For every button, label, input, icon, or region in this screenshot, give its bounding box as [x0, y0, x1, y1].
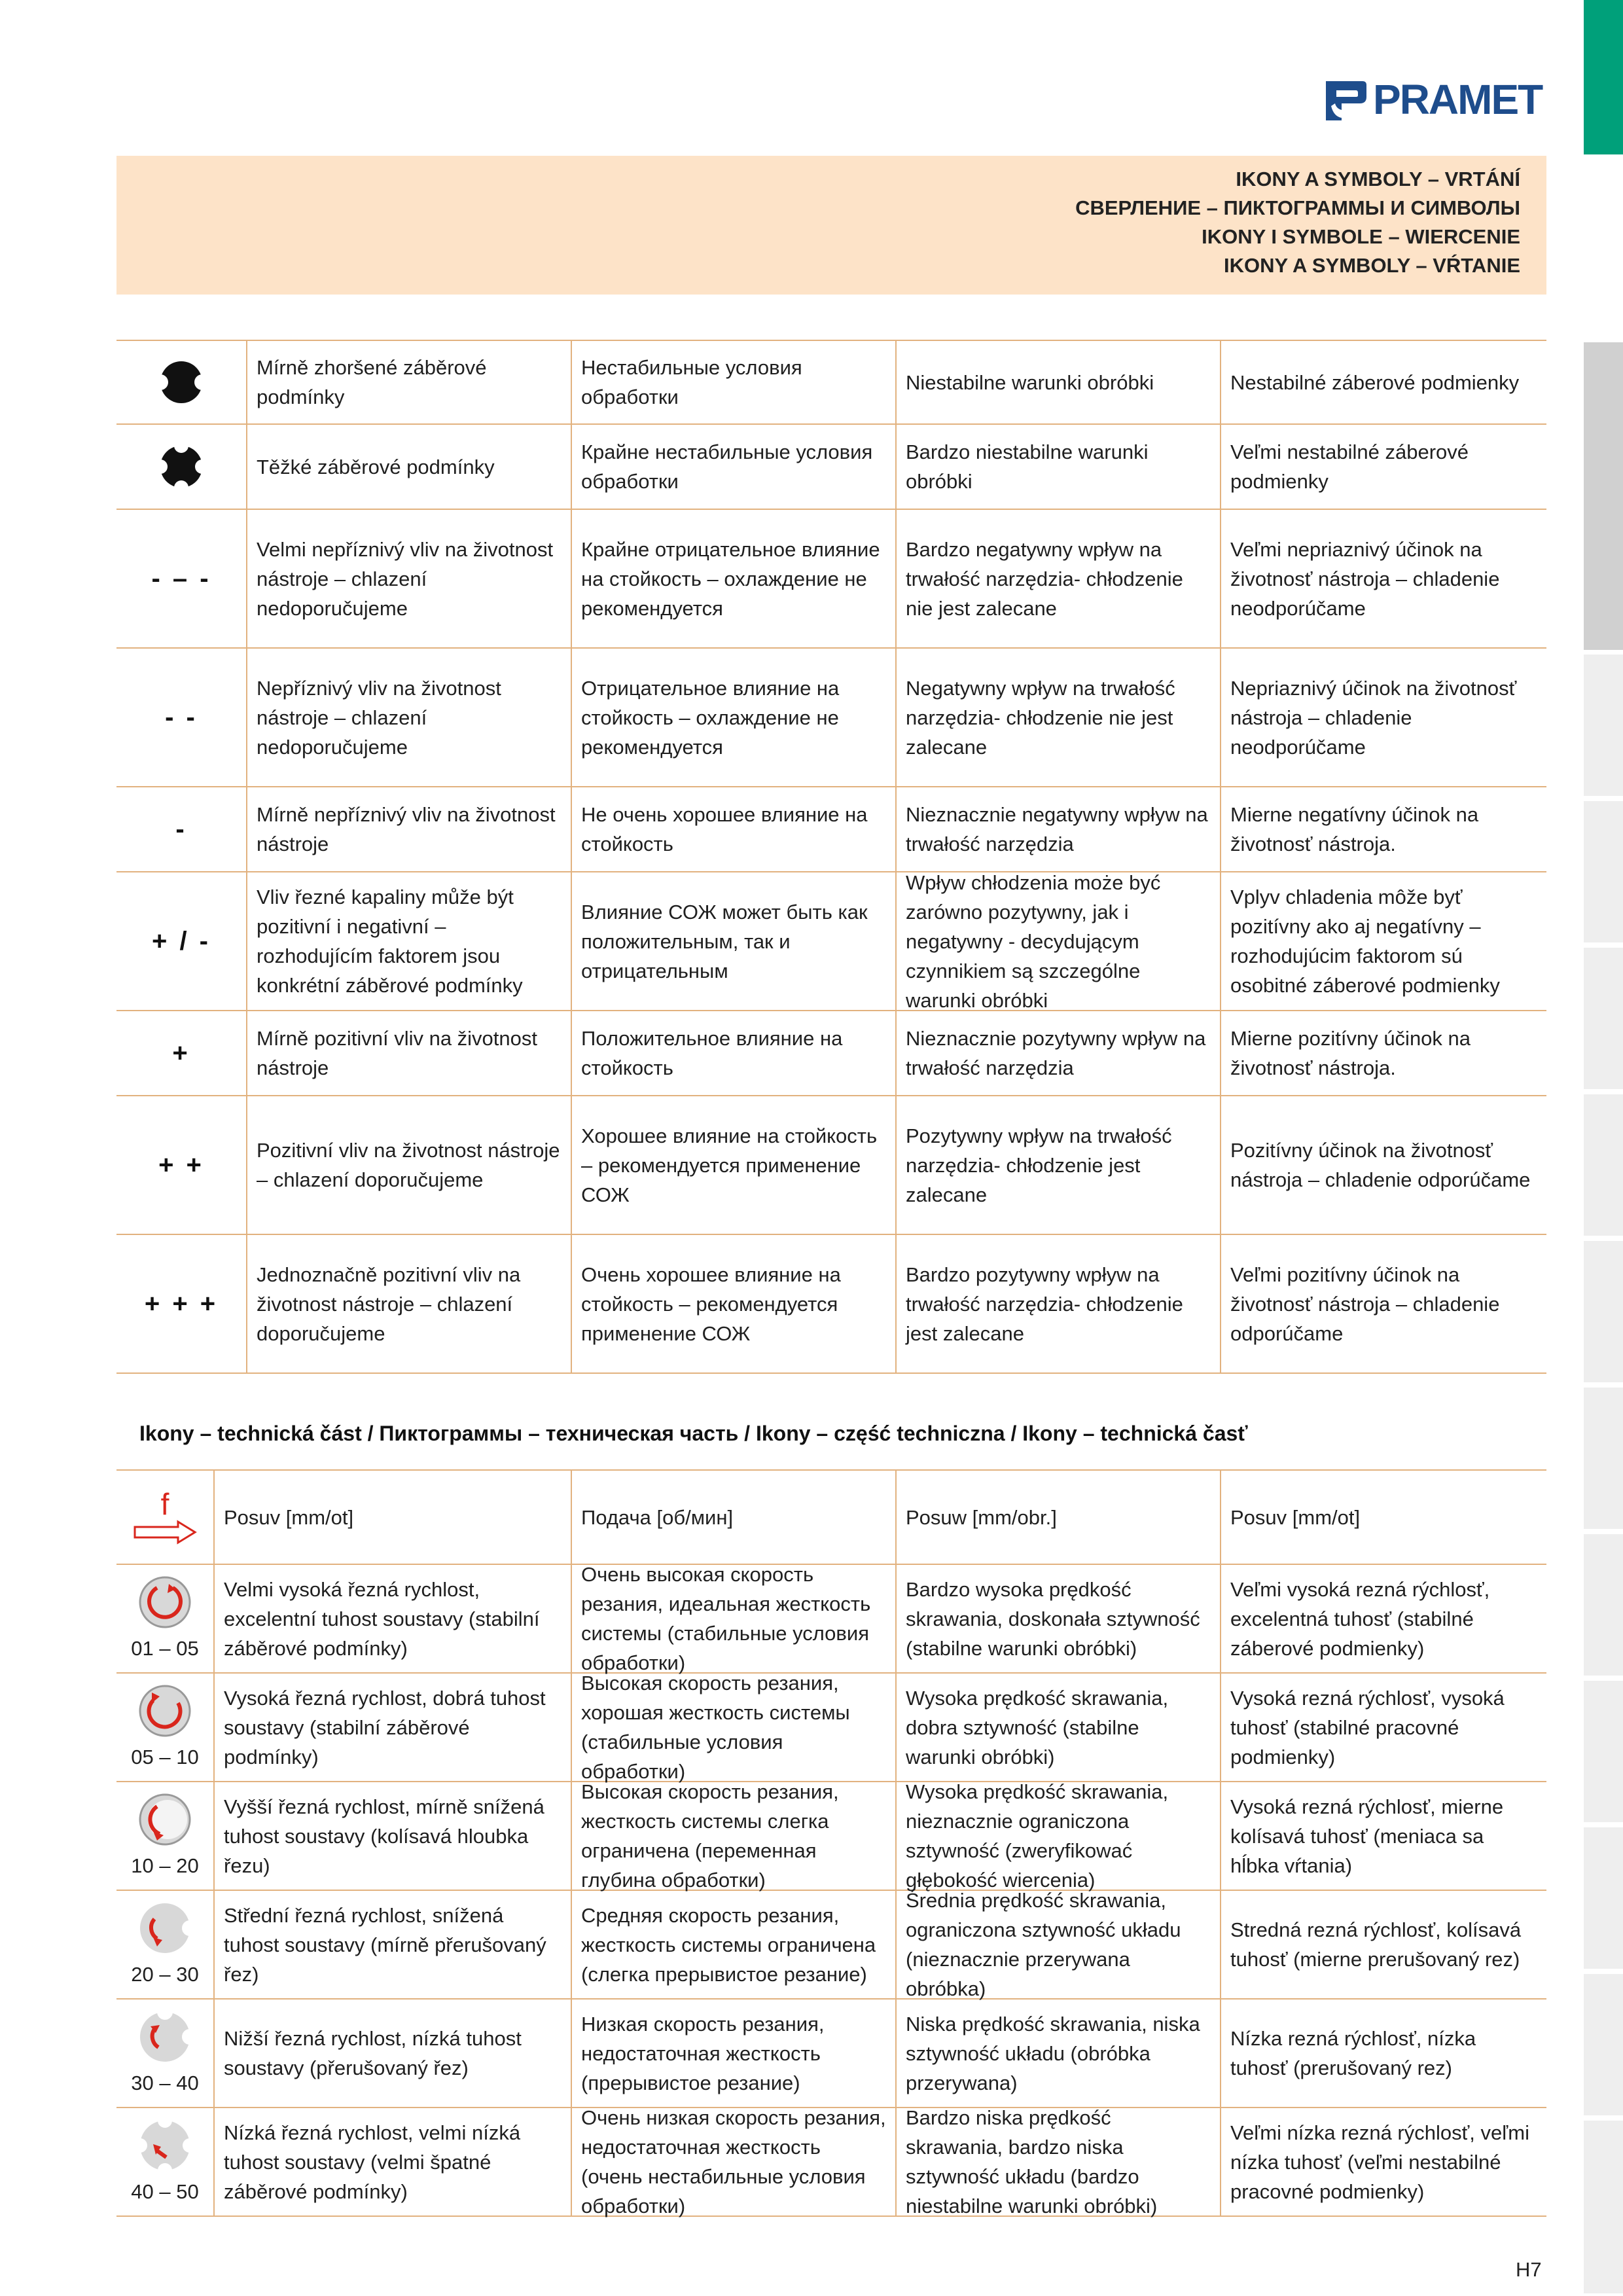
- interrupted-disc-two-notch-icon: [116, 341, 247, 423]
- technical-section-title: Ikony – technická část / Пиктограммы – техническая часть / Ikony – część techniczna / Ikony – technická časť: [139, 1422, 1248, 1445]
- cell-ru: Подача [об/мин]: [572, 1471, 897, 1564]
- continuous-cut-three-quarter-icon: [137, 1683, 192, 1738]
- feed-icon: [116, 1471, 215, 1564]
- speed-icon-cell: [116, 1782, 215, 1890]
- table-row: [116, 649, 1546, 787]
- speed-range-label: 10 – 20: [131, 1854, 199, 1877]
- coolant-symbol: - -: [116, 649, 247, 786]
- table-row: [116, 1235, 1546, 1374]
- feed-arrow-icon: [132, 1519, 198, 1545]
- cell-pl: Niestabilne warunki obróbki: [897, 341, 1221, 423]
- page-number: H7: [1516, 2258, 1542, 2281]
- speed-icon-cell: [116, 1674, 215, 1781]
- cell-sk: Veľmi nepriaznivý účinok na životnosť nástroja – chladenie neodporúčame: [1230, 537, 1500, 620]
- cell-pl: Bardzo wysoka prędkość skrawania, doskonała sztywność (stabilne warunki obróbki): [897, 1565, 1221, 1672]
- table-row: [116, 872, 1546, 1011]
- table-row: [116, 1096, 1546, 1235]
- cell-ru: Очень хорошее влияние на стойкость – рекомендуется применение СОЖ: [572, 1235, 897, 1372]
- cell-sk: Nepriaznivý účinok na životnosť nástroja – chladenie neodporúčame: [1230, 676, 1517, 759]
- cell-sk: Stredná rezná rýchlosť, kolísavá tuhosť (mierne prerušovaný rez): [1230, 1918, 1522, 1971]
- continuous-cut-full-circle-icon: [137, 1575, 192, 1630]
- side-tab[interactable]: [1584, 948, 1623, 1092]
- cell-cz: Nižší řezná rychlost, nízká tuhost soustavy (přerušovaný řez): [215, 2000, 572, 2107]
- side-tab[interactable]: [1584, 1241, 1623, 1385]
- cell-sk: Veľmi pozitívny účinok na životnosť nástroja – chladenie odporúčame: [1230, 1263, 1500, 1345]
- cell-sk: Vplyv chladenia môže byť pozitívny ako aj negatívny – rozhodujúcim faktorom sú osobitné záberové podmienky: [1230, 886, 1500, 997]
- cell-cz: Posuv [mm/ot]: [215, 1471, 572, 1564]
- interrupted-cut-icon: [137, 2009, 192, 2064]
- cell-pl: Nieznacznie pozytywny wpływ na trwałość narzędzia: [897, 1011, 1221, 1095]
- header-titles: [1075, 165, 1520, 280]
- cell-ru: Высокая скорость резания, жесткость системы слегка ограничена (переменная глубина обработки): [572, 1782, 897, 1890]
- cell-ru: Средняя скорость резания, жесткость системы ограничена (слегка прерывистое резание): [572, 1891, 897, 1998]
- speed-range-label: 20 – 30: [131, 1962, 199, 1986]
- cell-sk: Mierne pozitívny účinok na životnosť nástroja.: [1230, 1027, 1471, 1079]
- side-tab[interactable]: [1584, 801, 1623, 945]
- side-tab-active[interactable]: [1584, 0, 1623, 157]
- title-cz: IKONY A SYMBOLY – VRTÁNÍ: [1236, 168, 1520, 190]
- cell-pl: Bardzo niestabilne warunki obróbki: [897, 425, 1221, 509]
- cell-pl: Średnia prędkość skrawania, ograniczona sztywność układu (nieznacznie przerywana obróbka): [897, 1891, 1221, 1998]
- title-ru: СВЕРЛЕНИЕ – ПИКТОГРАММЫ И СИМВОЛЫ: [1075, 196, 1520, 219]
- cell-sk: Pozitívny účinok na životnosť nástroja – chladenie odporúčame: [1230, 1139, 1531, 1191]
- cell-pl: Wpływ chłodzenia może być zarówno pozytywny, jak i negatywny - decydującym czynnikiem są szczególne warunki obróbki: [897, 872, 1221, 1010]
- cell-cz: Těžké záběrové podmínky: [247, 425, 572, 509]
- speed-icon-cell: [116, 1891, 215, 1998]
- cell-cz: Vysoká řezná rychlost, dobrá tuhost soustavy (stabilní záběrové podmínky): [215, 1674, 572, 1781]
- pramet-logo-mark-icon: [1322, 77, 1369, 124]
- cell-pl: Bardzo pozytywny wpływ na trwałość narzędzia- chłodzenie jest zalecane: [897, 1235, 1221, 1372]
- speed-range-label: 05 – 10: [131, 1745, 199, 1768]
- table-row: [116, 510, 1546, 649]
- cell-pl: Nieznacznie negatywny wpływ na trwałość narzędzia: [897, 787, 1221, 871]
- header-band: [116, 156, 1546, 295]
- cell-sk: Vysoká rezná rýchlosť, vysoká tuhosť (stabilné pracovné podmienky): [1230, 1686, 1505, 1768]
- cell-ru: Положительное влияние на стойкость: [572, 1011, 897, 1095]
- cell-ru: Низкая скорость резания, недостаточная жесткость (прерывистое резание): [572, 2000, 897, 2107]
- variable-depth-cut-icon: [137, 1792, 192, 1847]
- cell-pl: Bardzo niska prędkość skrawania, bardzo niska sztywność układu (bardzo niestabilne warunki obróbki): [897, 2108, 1221, 2215]
- cell-sk: Nestabilné záberové podmienky: [1230, 370, 1520, 394]
- pramet-logo: [1322, 73, 1548, 127]
- side-tab[interactable]: [1584, 1094, 1623, 1238]
- cell-cz: Nepříznivý vliv na životnost nástroje – chlazení nedoporučujeme: [247, 649, 572, 786]
- cell-ru: Нестабильные условия обработки: [572, 341, 897, 423]
- cell-pl: Niska prędkość skrawania, niska sztywność układu (obróbka przerywana): [897, 2000, 1221, 2107]
- side-tab[interactable]: [1584, 1388, 1623, 1532]
- table-row: [116, 1011, 1546, 1096]
- cell-cz: Nízká řezná rychlost, velmi nízká tuhost soustavy (velmi špatné záběrové podmínky): [215, 2108, 572, 2215]
- cell-ru: Крайне отрицательное влияние на стойкость – охлаждение не рекомендуется: [572, 510, 897, 647]
- cell-ru: Отрицательное влияние на стойкость – охлаждение не рекомендуется: [572, 649, 897, 786]
- coolant-symbol: + +: [116, 1096, 247, 1234]
- title-sk: IKONY A SYMBOLY – VŔTANIE: [1223, 254, 1520, 277]
- side-tab[interactable]: [1584, 1534, 1623, 1678]
- heavily-interrupted-cut-icon: [137, 2118, 192, 2173]
- cell-ru: Влияние СОЖ может быть как положительным, так и отрицательным: [572, 872, 897, 1010]
- side-tab[interactable]: [1584, 1827, 1623, 1971]
- speed-icon-cell: [116, 2000, 215, 2107]
- cell-cz: Střední řezná rychlost, snížená tuhost soustavy (mírně přerušovaný řez): [215, 1891, 572, 1998]
- cell-ru: Высокая скорость резания, хорошая жесткость системы (стабильные условия обработки): [572, 1674, 897, 1781]
- cell-pl: Bardzo negatywny wpływ na trwałość narzędzia- chłodzenie nie jest zalecane: [897, 510, 1221, 647]
- cell-sk: Mierne negatívny účinok na životnosť nástroja.: [1230, 803, 1479, 855]
- cell-sk: Nízka rezná rýchlosť, nízka tuhosť (prerušovaný rez): [1230, 2027, 1476, 2079]
- table-row: [116, 2108, 1546, 2217]
- cell-cz: Vyšší řezná rychlost, mírně snížená tuhost soustavy (kolísavá hloubka řezu): [215, 1782, 572, 1890]
- cell-cz: Mírně pozitivní vliv na životnost nástroje: [247, 1011, 572, 1095]
- table-row: [116, 2000, 1546, 2108]
- speed-icon-cell: [116, 1565, 215, 1672]
- table-row: [116, 1674, 1546, 1782]
- cell-pl: Negatywny wpływ na trwałość narzędzia- chłodzenie nie jest zalecane: [897, 649, 1221, 786]
- cell-sk: Veľmi vysoká rezná rýchlosť, excelentná tuhosť (stabilné záberové podmienky): [1230, 1577, 1490, 1660]
- interrupted-disc-four-notch-icon: [116, 425, 247, 509]
- table-row: [116, 787, 1546, 872]
- cell-pl: Pozytywny wpływ na trwałość narzędzia- chłodzenie jest zalecane: [897, 1096, 1221, 1234]
- coolant-symbol: -: [116, 787, 247, 871]
- table-row: [116, 1891, 1546, 2000]
- speed-icon-cell: [116, 2108, 215, 2215]
- speed-range-label: 40 – 50: [131, 2179, 199, 2203]
- coolant-symbol: +: [116, 1011, 247, 1095]
- side-tab[interactable]: [1584, 1974, 1623, 2118]
- feed-symbol: f: [160, 1487, 169, 1521]
- table-row: [116, 425, 1546, 510]
- title-pl: IKONY I SYMBOLE – WIERCENIE: [1202, 225, 1520, 248]
- cell-cz: Mírně nepříznivý vliv na životnost nástroje: [247, 787, 572, 871]
- cell-ru: Крайне нестабильные условия обработки: [572, 425, 897, 509]
- side-tab[interactable]: [1584, 342, 1623, 653]
- coolant-symbol: - – -: [116, 510, 247, 647]
- cell-pl: Posuw [mm/obr.]: [897, 1471, 1221, 1564]
- speed-range-label: 01 – 05: [131, 1636, 199, 1660]
- cell-pl: Wysoka prędkość skrawania, dobra sztywność (stabilne warunki obróbki): [897, 1674, 1221, 1781]
- cell-sk: Posuv [mm/ot]: [1230, 1505, 1361, 1529]
- slightly-interrupted-cut-icon: [137, 1901, 192, 1956]
- coolant-symbol: + / -: [116, 872, 247, 1010]
- cell-sk: Veľmi nízka rezná rýchlosť, veľmi nízka tuhosť (veľmi nestabilné pracovné podmienky): [1230, 2121, 1529, 2203]
- coolant-symbol: + + +: [116, 1235, 247, 1372]
- cell-ru: Не очень хорошее влияние на стойкость: [572, 787, 897, 871]
- cell-cz: Pozitivní vliv na životnost nástroje – chlazení doporučujeme: [247, 1096, 572, 1234]
- table-row: [116, 1469, 1546, 1565]
- speed-range-label: 30 – 40: [131, 2071, 199, 2094]
- side-tab[interactable]: [1584, 655, 1623, 798]
- table-row: [116, 1565, 1546, 1674]
- cell-cz: Velmi vysoká řezná rychlost, excelentní tuhost soustavy (stabilní záběrové podmínky): [215, 1565, 572, 1672]
- side-tab[interactable]: [1584, 2121, 1623, 2296]
- cell-ru: Хорошее влияние на стойкость – рекомендуется применение СОЖ: [572, 1096, 897, 1234]
- side-tab[interactable]: [1584, 1681, 1623, 1825]
- table-row: [116, 1782, 1546, 1891]
- cell-sk: Vysoká rezná rýchlosť, mierne kolísavá tuhosť (meniaca sa hĺbka vŕtania): [1230, 1795, 1504, 1877]
- brand-name: PRAMET: [1373, 76, 1543, 123]
- cell-cz: Jednoznačně pozitivní vliv na životnost nástroje – chlazení doporučujeme: [247, 1235, 572, 1372]
- cell-pl: Wysoka prędkość skrawania, nieznacznie ograniczona sztywność (zweryfikować głębokość wiercenia): [897, 1782, 1221, 1890]
- cell-cz: Mírně zhoršené záběrové podmínky: [247, 341, 572, 423]
- cell-ru: Очень низкая скорость резания, недостаточная жесткость (очень нестабильные условия обработки): [572, 2108, 897, 2215]
- cell-ru: Очень высокая скорость резания, идеальная жесткость системы (стабильные условия обработки): [572, 1565, 897, 1672]
- cell-cz: Velmi nepříznivý vliv na životnost nástroje – chlazení nedoporučujeme: [247, 510, 572, 647]
- side-tab-strip: [1584, 0, 1623, 2296]
- cell-cz: Vliv řezné kapaliny může být pozitivní i negativní – rozhodujícím faktorem jsou konkrétní záběrové podmínky: [247, 872, 572, 1010]
- table-row: [116, 340, 1546, 425]
- cell-sk: Veľmi nestabilné záberové podmienky: [1230, 440, 1469, 493]
